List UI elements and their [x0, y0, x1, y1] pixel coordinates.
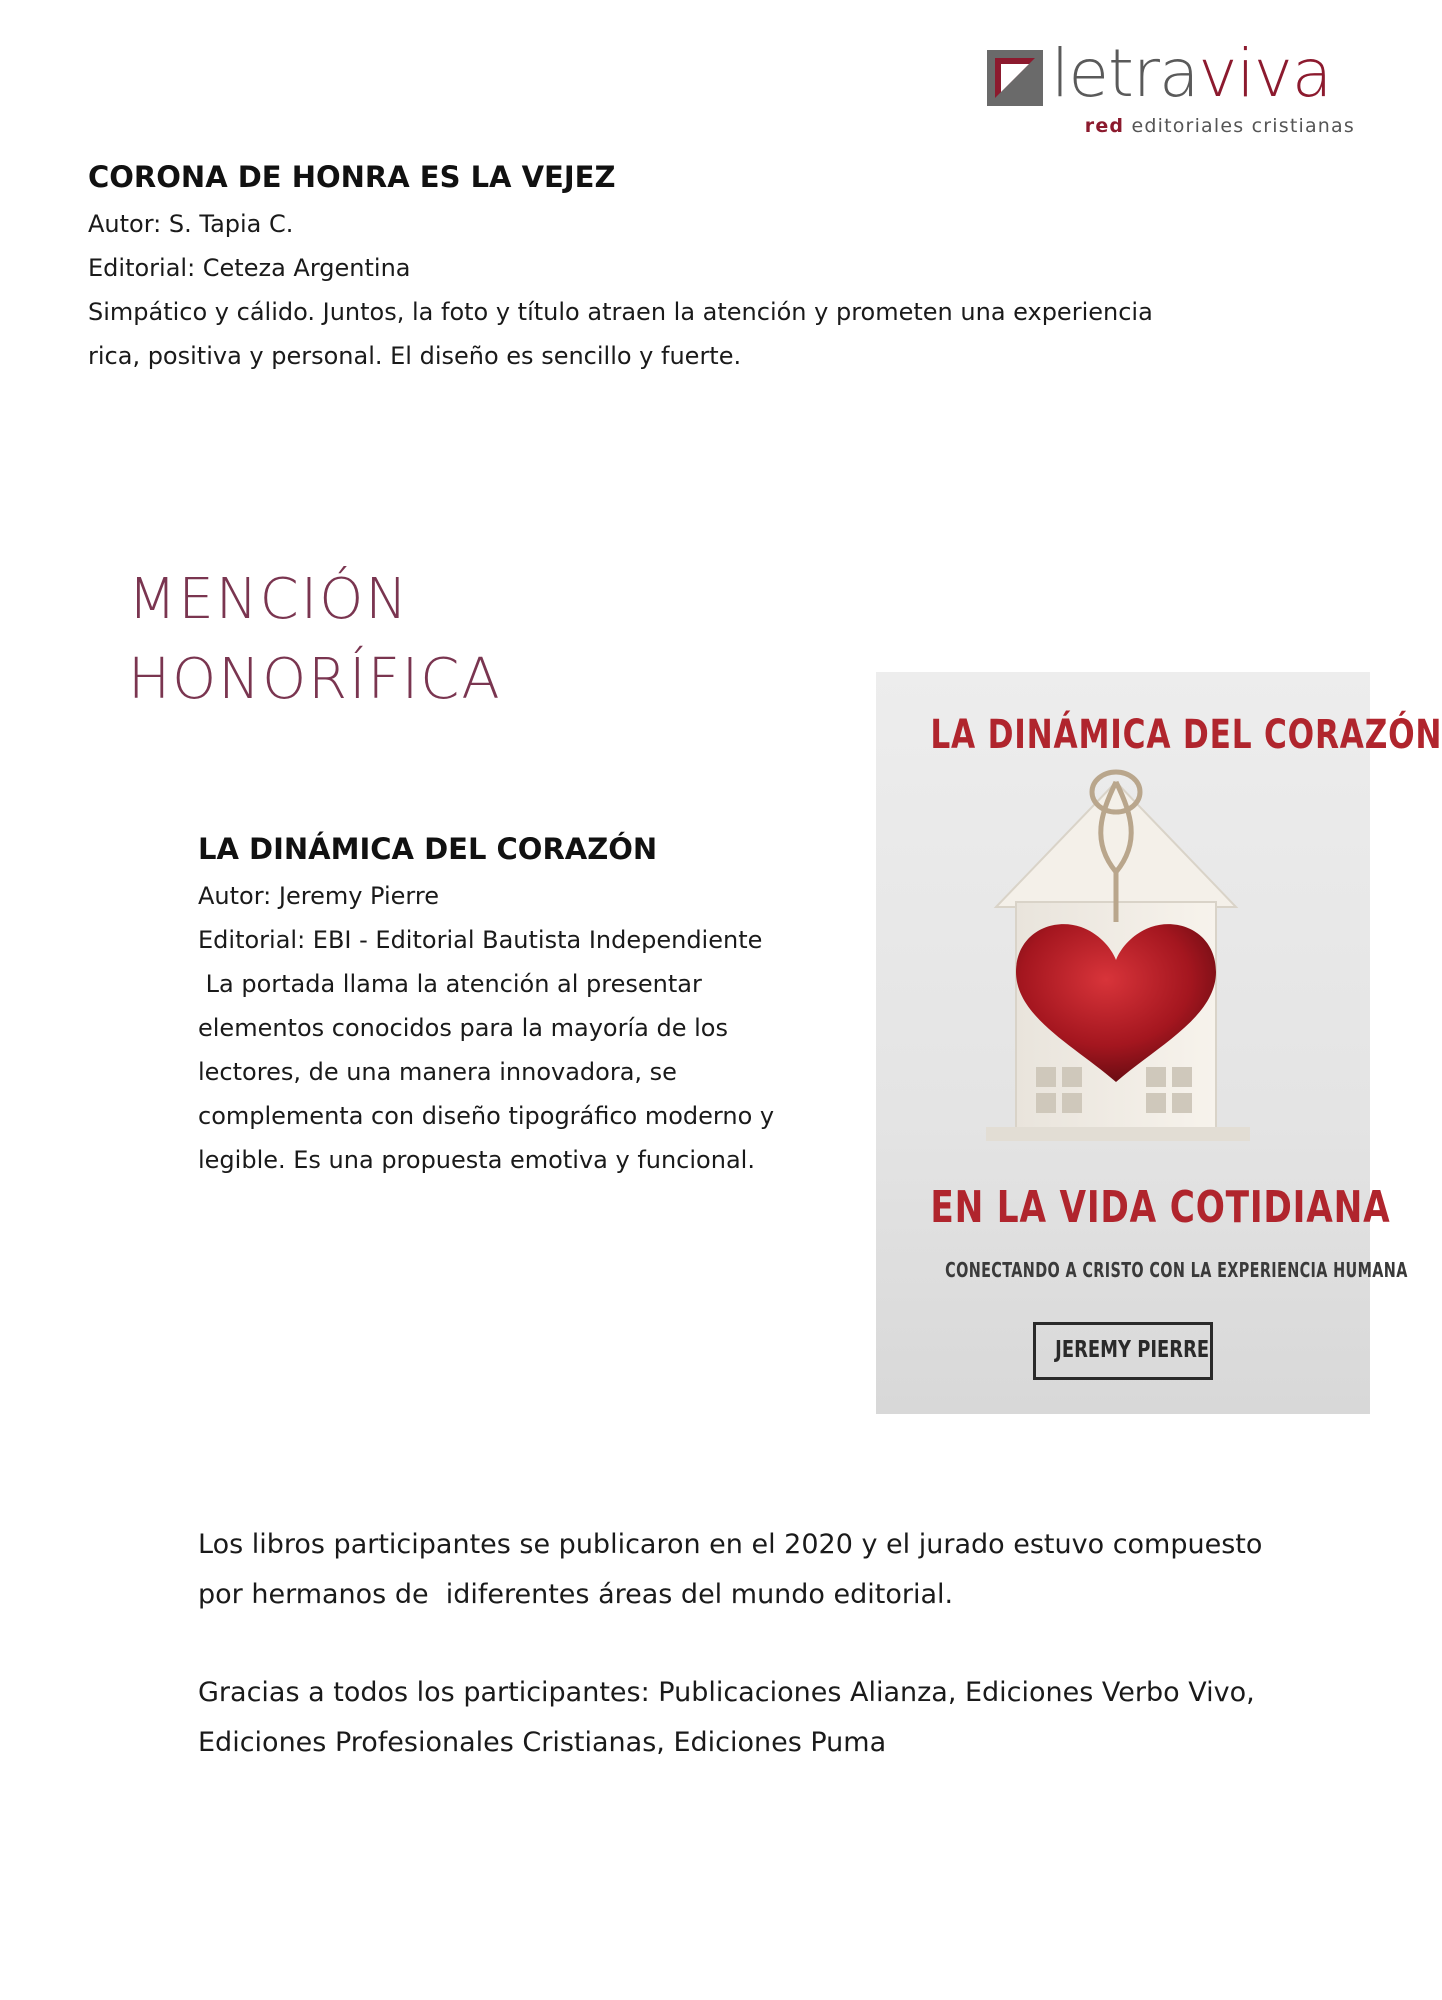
mention-line-2: HONORÍFICA: [128, 647, 502, 712]
closing-para2-line: Gracias a todos los participantes: Publicaciones Alianza, Ediciones Verbo Vivo,: [198, 1677, 1255, 1708]
book-description-line: La portada llama la atención al presentar: [198, 970, 702, 998]
paragraph-gap: [198, 1620, 1348, 1668]
book-description-line: complementa con diseño tipográfico moderno y: [198, 1102, 775, 1130]
honorable-mention-heading: [128, 560, 502, 720]
logo-tagline-rest: editoriales cristianas: [1124, 115, 1355, 137]
closing-para1-line: por hermanos de idiferentes áreas del mundo editorial.: [198, 1579, 954, 1610]
book-cover-image: [876, 672, 1442, 1414]
logo-word-letra: letra: [1051, 35, 1199, 112]
mention-line-1: MENCIÓN: [128, 567, 410, 632]
cover-illustration: [876, 672, 1442, 1414]
logo-wordmark: [1051, 34, 1331, 114]
book-title: CORONA DE HONRA ES LA VEJEZ: [88, 160, 616, 194]
book-entry-corona: [88, 160, 1238, 378]
cover-author-box: [1033, 1322, 1213, 1380]
closing-para2-line: Ediciones Profesionales Cristianas, Ediciones Puma: [198, 1727, 887, 1758]
book-publisher: Editorial: EBI - Editorial Bautista Independiente: [198, 926, 763, 954]
closing-text: [198, 1520, 1348, 1768]
book-description-line: lectores, de una manera innovadora, se: [198, 1058, 677, 1086]
book-description-line: Simpático y cálido. Juntos, la foto y título atraen la atención y prometen una experiencia: [88, 298, 1153, 326]
book-description-line: rica, positiva y personal. El diseño es sencillo y fuerte.: [88, 342, 742, 370]
book-description-line: elementos conocidos para la mayoría de los: [198, 1014, 728, 1042]
book-publisher: Editorial: Ceteza Argentina: [88, 254, 411, 282]
letraviva-logo: [985, 35, 1355, 140]
closing-para1-line: Los libros participantes se publicaron en el 2020 y el jurado estuvo compuesto: [198, 1529, 1263, 1560]
book-description-line: legible. Es una propuesta emotiva y funcional.: [198, 1146, 755, 1174]
logo-tagline: [1085, 115, 1355, 137]
book-author: Autor: Jeremy Pierre: [198, 882, 439, 910]
book-entry-dinamica: [198, 832, 838, 1182]
cover-subtitle: CONECTANDO A CRISTO CON LA EXPERIENCIA HUMANA: [945, 1258, 1408, 1282]
book-author: Autor: S. Tapia C.: [88, 210, 294, 238]
cover-title-bottom: EN LA VIDA COTIDIANA: [930, 1182, 1391, 1233]
logo-tagline-red: red: [1084, 115, 1125, 137]
cover-author: JEREMY PIERRE: [1055, 1337, 1210, 1363]
cover-title-top: LA DINÁMICA DEL CORAZÓN: [930, 712, 1442, 758]
book-title: LA DINÁMICA DEL CORAZÓN: [198, 832, 658, 866]
logo-word-viva: viva: [1198, 35, 1332, 112]
logo-mark-icon: [985, 48, 1045, 108]
